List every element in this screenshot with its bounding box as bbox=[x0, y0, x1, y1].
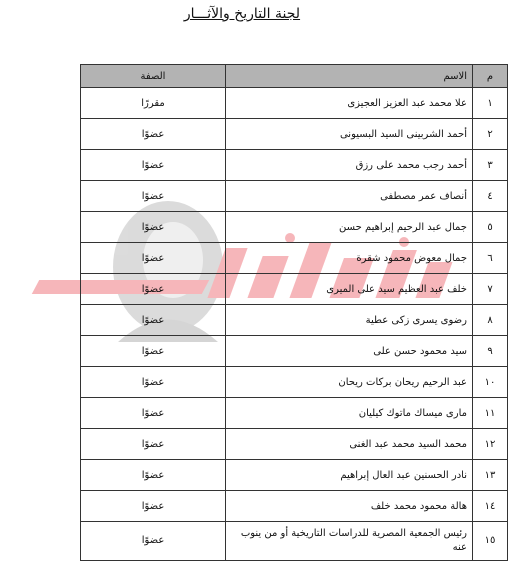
table-row bbox=[81, 336, 508, 367]
row-role: عضوًا bbox=[81, 429, 226, 460]
row-number: ١٣ bbox=[473, 460, 508, 491]
table-row bbox=[81, 367, 508, 398]
row-role: عضوًا bbox=[81, 150, 226, 181]
row-role: عضوًا bbox=[81, 367, 226, 398]
row-number: ٩ bbox=[473, 336, 508, 367]
row-number: ١٥ bbox=[473, 522, 508, 561]
row-role: عضوًا bbox=[81, 119, 226, 150]
row-name: جمال معوض محمود شقرة bbox=[226, 243, 473, 274]
row-role: عضوًا bbox=[81, 212, 226, 243]
table-row bbox=[81, 181, 508, 212]
table-row bbox=[81, 88, 508, 119]
row-number: ١ bbox=[473, 88, 508, 119]
row-name: عبد الرحيم ريحان بركات ريحان bbox=[226, 367, 473, 398]
header-number: م bbox=[473, 65, 508, 88]
table-row bbox=[81, 429, 508, 460]
row-name: رئيس الجمعية المصرية للدراسات التاريخية أو من ينوب عنه bbox=[226, 522, 473, 561]
table-row bbox=[81, 491, 508, 522]
row-number: ٦ bbox=[473, 243, 508, 274]
row-number: ٢ bbox=[473, 119, 508, 150]
row-name: أنصاف عمر مصطفى bbox=[226, 181, 473, 212]
row-role: عضوًا bbox=[81, 305, 226, 336]
table-row bbox=[81, 460, 508, 491]
header-role: الصفة bbox=[81, 65, 226, 88]
row-role: عضوًا bbox=[81, 522, 226, 561]
row-name: جمال عبد الرحيم إبراهيم حسن bbox=[226, 212, 473, 243]
row-role: عضوًا bbox=[81, 181, 226, 212]
row-role: عضوًا bbox=[81, 274, 226, 305]
row-number: ١٢ bbox=[473, 429, 508, 460]
row-name: محمد السيد محمد عبد الغنى bbox=[226, 429, 473, 460]
table-row bbox=[81, 398, 508, 429]
table-row bbox=[81, 243, 508, 274]
header-name: الاسم bbox=[226, 65, 473, 88]
table-row bbox=[81, 212, 508, 243]
table-row bbox=[81, 305, 508, 336]
table-row bbox=[81, 119, 508, 150]
row-name: مارى ميساك ماتوك كيليان bbox=[226, 398, 473, 429]
row-role: عضوًا bbox=[81, 243, 226, 274]
row-number: ٤ bbox=[473, 181, 508, 212]
row-name: علا محمد عبد العزيز العجيزى bbox=[226, 88, 473, 119]
document-title: لجنة التاريخ والآثـــار bbox=[183, 6, 301, 22]
row-number: ٣ bbox=[473, 150, 508, 181]
row-name: خلف عبد العظيم سيد على الميرى bbox=[226, 274, 473, 305]
members-table bbox=[80, 64, 508, 561]
table-row bbox=[81, 150, 508, 181]
row-number: ٨ bbox=[473, 305, 508, 336]
row-role: عضوًا bbox=[81, 491, 226, 522]
row-name: أحمد رجب محمد على رزق bbox=[226, 150, 473, 181]
row-role: عضوًا bbox=[81, 336, 226, 367]
row-name: هالة محمود محمد خلف bbox=[226, 491, 473, 522]
row-number: ٥ bbox=[473, 212, 508, 243]
row-name: سيد محمود حسن على bbox=[226, 336, 473, 367]
row-name: أحمد الشربينى السيد البسيونى bbox=[226, 119, 473, 150]
members-table-container bbox=[80, 64, 496, 561]
row-name: رضوى يسرى زكى عطية bbox=[226, 305, 473, 336]
row-role: عضوًا bbox=[81, 460, 226, 491]
row-role: مقررًا bbox=[81, 88, 226, 119]
row-number: ٧ bbox=[473, 274, 508, 305]
table-header-row bbox=[81, 65, 508, 88]
row-number: ١١ bbox=[473, 398, 508, 429]
row-name: نادر الحسنين عبد العال إبراهيم bbox=[226, 460, 473, 491]
row-number: ١٠ bbox=[473, 367, 508, 398]
row-number: ١٤ bbox=[473, 491, 508, 522]
row-role: عضوًا bbox=[81, 398, 226, 429]
table-row bbox=[81, 274, 508, 305]
table-row bbox=[81, 522, 508, 561]
